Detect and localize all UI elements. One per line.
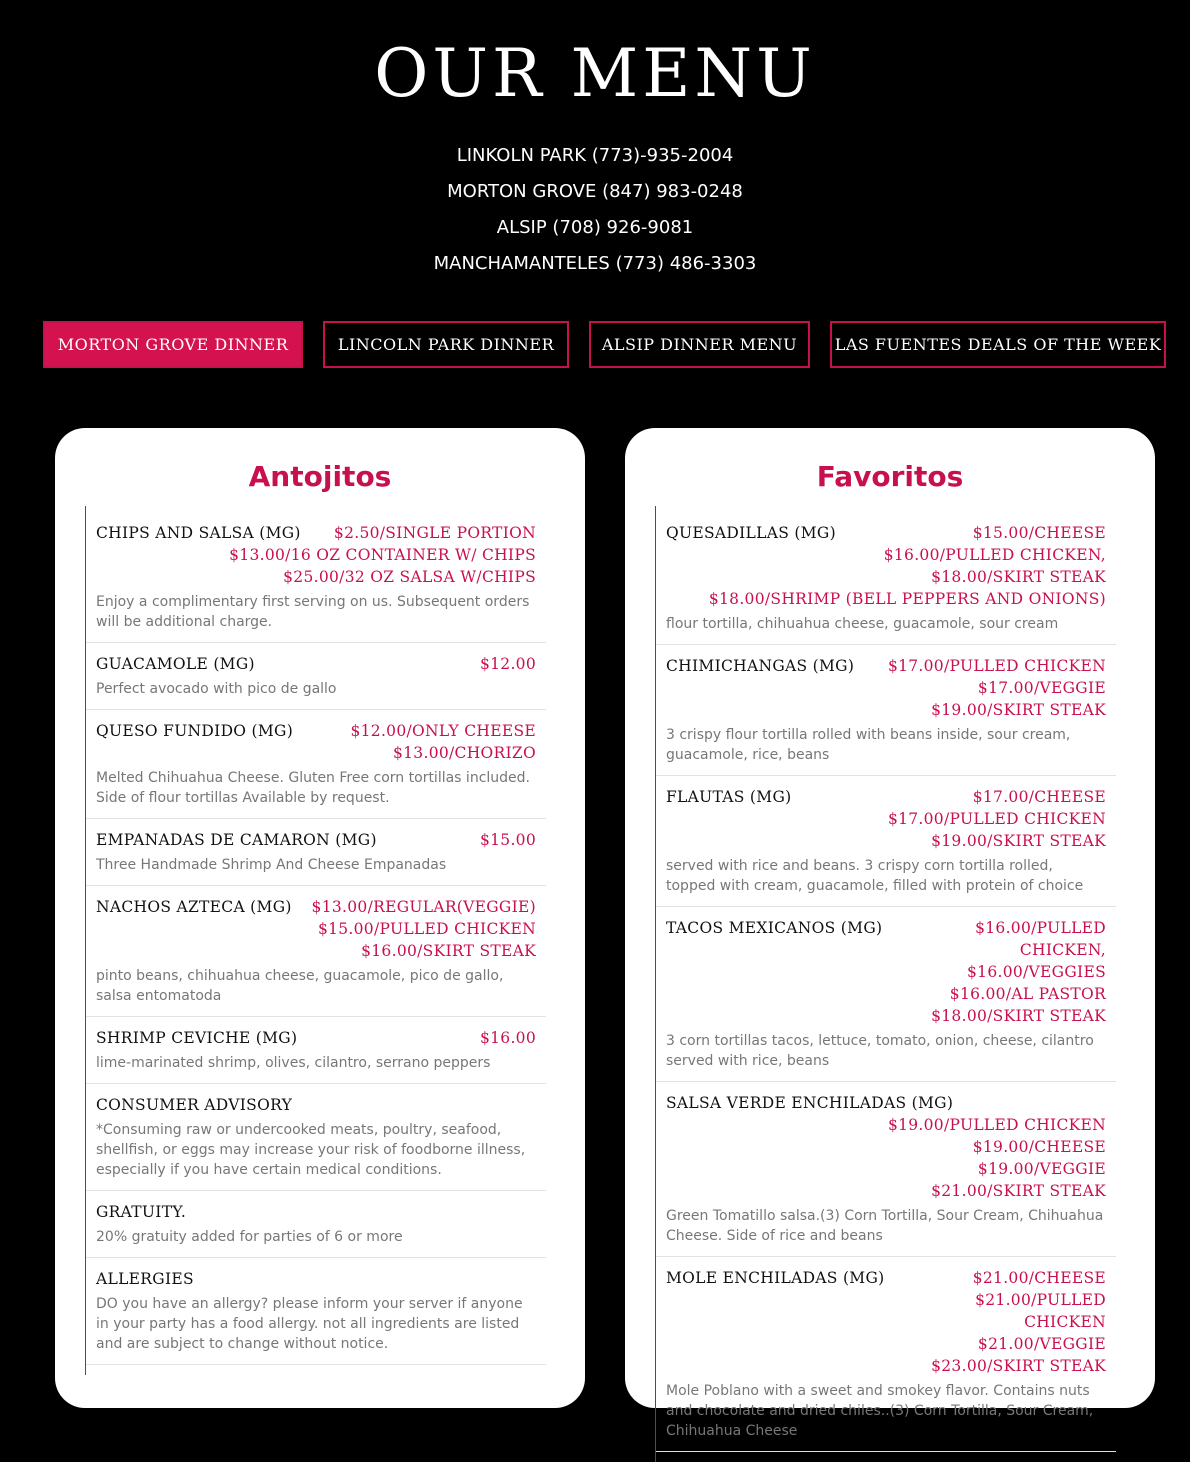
item-name: SHRIMP CEVICHE (MG)	[96, 1029, 298, 1047]
item-name: CHIPS AND SALSA (MG)	[96, 524, 301, 542]
menu-item	[86, 1268, 546, 1365]
item-price: $16.00/VEGGIES	[967, 963, 1106, 981]
item-prices	[389, 829, 536, 851]
item-description: Perfect avocado with pico de gallo	[96, 681, 337, 697]
item-name: QUESO FUNDIDO (MG)	[96, 722, 294, 740]
item-description: Melted Chihuahua Cheese. Gluten Free corn tortillas included. Side of flour tortillas Available by request.	[96, 770, 530, 806]
menu-item	[86, 896, 546, 1017]
item-price: $17.00/PULLED CHICKEN	[887, 810, 1106, 828]
menu-item	[86, 1027, 546, 1084]
item-name: MOLE ENCHILADAS (MG)	[666, 1269, 885, 1287]
item-name: EMPANADAS DE CAMARON (MG)	[96, 831, 377, 849]
item-description: DO you have an allergy? please inform your server if anyone in your party has a food allergy. not all ingredients are listed and are subject to change without notice.	[96, 1296, 523, 1352]
item-prices	[304, 896, 536, 962]
item-description: 3 corn tortillas tacos, lettuce, tomato, onion, cheese, cilantro served with rice, beans	[666, 1033, 1094, 1069]
menu-tabs	[43, 321, 1166, 368]
phone-linkoln-park[interactable]: LINKOLN PARK (773)-935-2004	[456, 145, 734, 166]
antojitos-list	[85, 506, 546, 1375]
menu-item	[656, 1092, 1116, 1257]
item-price: $16.00/SKIRT STEAK	[361, 942, 536, 960]
item-price: $13.00/CHORIZO	[392, 744, 536, 762]
favoritos-title: Favoritos	[816, 460, 964, 493]
item-description: 3 crispy flour tortilla rolled with beans inside, sour cream, guacamole, rice, beans	[666, 727, 1071, 763]
item-price: $12.00/ONLY CHEESE	[350, 722, 536, 740]
item-price: $16.00/PULLED CHICKEN,	[883, 546, 1106, 564]
page-title: OUR MENU	[374, 35, 816, 112]
item-description: flour tortilla, chihuahua cheese, guacamole, sour cream	[666, 616, 1059, 632]
menu-item	[86, 720, 546, 819]
antojitos-card	[55, 428, 585, 1408]
item-name: GRATUITY.	[96, 1203, 187, 1221]
item-name: ALLERGIES	[96, 1270, 194, 1288]
item-prices	[267, 653, 536, 675]
phone-morton-grove[interactable]: MORTON GROVE (847) 983-0248	[447, 181, 743, 202]
item-price: $19.00/CHEESE	[972, 1138, 1106, 1156]
item-description: 20% gratuity added for parties of 6 or more	[96, 1229, 403, 1245]
item-name: SALSA VERDE ENCHILADAS (MG)	[666, 1094, 954, 1112]
item-price: $23.00/SKIRT STEAK	[931, 1357, 1106, 1375]
favoritos-card	[625, 428, 1155, 1439]
favoritos-list	[655, 506, 1116, 1462]
item-price: $16.00	[479, 1029, 536, 1047]
item-name: GUACAMOLE (MG)	[96, 655, 255, 673]
tab-morton-grove-dinner[interactable]: MORTON GROVE DINNER	[43, 321, 303, 368]
item-price: $17.00/CHEESE	[972, 788, 1106, 806]
item-price: $13.00/16 OZ CONTAINER W/ CHIPS	[229, 546, 536, 564]
item-price: $16.00/AL PASTOR	[949, 985, 1106, 1003]
menu-item	[86, 829, 546, 886]
item-description: Green Tomatillo salsa.(3) Corn Tortilla, Sour Cream, Chihuahua Cheese. Side of rice and beans	[666, 1208, 1104, 1244]
item-prices	[305, 720, 536, 764]
item-price: $19.00/VEGGIE	[977, 1160, 1106, 1178]
item-price: $12.00	[479, 655, 536, 673]
menu-item	[86, 522, 546, 643]
item-name: QUESADILLAS (MG)	[666, 524, 836, 542]
item-prices-extra	[96, 544, 536, 588]
item-prices	[894, 917, 1106, 1027]
menu-item	[86, 1201, 546, 1258]
item-description: *Consuming raw or undercooked meats, poultry, seafood, shellfish, or eggs may increase your risk of foodborne illness, especially if you have certain medical conditions.	[96, 1122, 526, 1178]
item-prices	[313, 522, 536, 544]
item-prices	[848, 522, 1106, 588]
item-name: CHIMICHANGAS (MG)	[666, 657, 855, 675]
item-description: Enjoy a complimentary first serving on us. Subsequent orders will be additional charge.	[96, 594, 530, 630]
item-name: NACHOS AZTECA (MG)	[96, 898, 292, 916]
menu-item	[656, 1267, 1116, 1452]
item-price: $16.00/PULLED CHICKEN,	[975, 919, 1106, 959]
item-price: $21.00/SKIRT STEAK	[931, 1182, 1106, 1200]
item-price: $13.00/REGULAR(VEGGIE)	[311, 898, 536, 916]
menu-item	[86, 653, 546, 710]
tab-lincoln-park-dinner[interactable]: LINCOLN PARK DINNER	[323, 321, 569, 368]
item-price: $21.00/CHEESE	[972, 1269, 1106, 1287]
phone-alsip[interactable]: ALSIP (708) 926-9081	[496, 217, 694, 238]
item-description: pinto beans, chihuahua cheese, guacamole, pico de gallo, salsa entomatoda	[96, 968, 504, 1004]
item-price: $17.00/VEGGIE	[977, 679, 1106, 697]
phone-manchamanteles[interactable]: MANCHAMANTELES (773) 486-3303	[433, 253, 757, 274]
location-phone-list	[0, 138, 1190, 282]
item-price: $21.00/PULLED CHICKEN	[975, 1291, 1106, 1331]
menu-item	[656, 917, 1116, 1082]
item-price: $15.00	[479, 831, 536, 849]
item-price: $19.00/SKIRT STEAK	[931, 701, 1106, 719]
item-description: lime-marinated shrimp, olives, cilantro, serrano peppers	[96, 1055, 491, 1071]
item-price: $19.00/PULLED CHICKEN	[887, 1116, 1106, 1134]
item-price: $17.00/PULLED CHICKEN	[887, 657, 1106, 675]
antojitos-title: Antojitos	[248, 460, 392, 493]
item-prices	[897, 1267, 1107, 1377]
menu-item	[656, 522, 1116, 645]
item-price: $18.00/SKIRT STEAK	[931, 1007, 1106, 1025]
item-name: TACOS MEXICANOS (MG)	[666, 919, 883, 937]
item-price: $18.00/SKIRT STEAK	[931, 568, 1106, 586]
item-prices	[866, 655, 1106, 721]
item-prices	[309, 1027, 536, 1049]
item-price: $15.00/CHEESE	[972, 524, 1106, 542]
item-name: CONSUMER ADVISORY	[96, 1096, 293, 1114]
item-price: $2.50/SINGLE PORTION	[333, 524, 536, 542]
menu-item	[656, 655, 1116, 776]
item-price: $15.00/PULLED CHICKEN	[317, 920, 536, 938]
item-name: FLAUTAS (MG)	[666, 788, 792, 806]
item-prices-extra	[666, 588, 1106, 610]
item-price: $18.00/SHRIMP (BELL PEPPERS AND ONIONS)	[708, 590, 1106, 608]
item-price: $19.00/SKIRT STEAK	[931, 832, 1106, 850]
item-description: Mole Poblano with a sweet and smokey flavor. Contains nuts and chocolate and dried chiles..(3) Corn Tortilla, Sour Cream, Chihuahua Cheese	[666, 1383, 1094, 1439]
menu-item	[656, 786, 1116, 907]
item-price: $21.00/VEGGIE	[977, 1335, 1106, 1353]
item-prices	[803, 786, 1106, 852]
item-description: Three Handmade Shrimp And Cheese Empanadas	[96, 857, 447, 873]
item-price: $25.00/32 OZ SALSA W/CHIPS	[283, 568, 536, 586]
menu-item	[86, 1094, 546, 1191]
item-prices	[666, 1114, 1106, 1202]
item-description: served with rice and beans. 3 crispy corn tortilla rolled, topped with cream, guacamole, filled with protein of choice	[666, 858, 1084, 894]
tab-alsip-dinner-menu[interactable]: ALSIP DINNER MENU	[589, 321, 810, 368]
tab-las-fuentes-deals[interactable]: LAS FUENTES DEALS OF THE WEEK	[830, 321, 1166, 368]
